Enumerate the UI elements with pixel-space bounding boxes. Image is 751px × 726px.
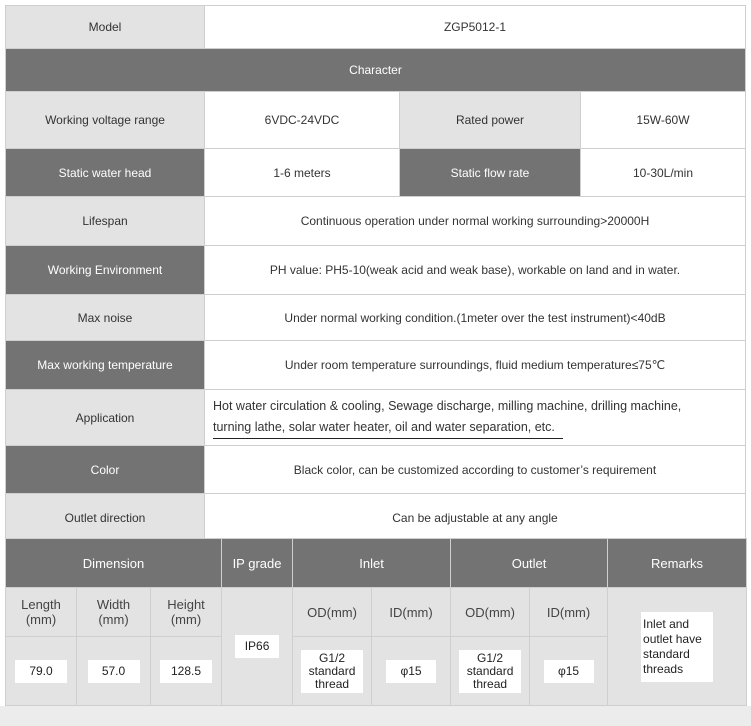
lifespan-value: Continuous operation under normal working surrounding>20000H bbox=[205, 197, 746, 246]
application-label: Application bbox=[6, 390, 205, 446]
environment-label: Working Environment bbox=[6, 246, 205, 295]
flow-label: Static flow rate bbox=[400, 149, 581, 197]
spec-row-environment bbox=[6, 246, 746, 295]
dimension-subheader-row bbox=[6, 588, 747, 637]
outlet-od-value: G1/2 standard thread bbox=[459, 650, 521, 693]
outlet-od-value-cell bbox=[451, 637, 530, 706]
bottom-band bbox=[0, 706, 751, 726]
voltage-value: 6VDC-24VDC bbox=[205, 92, 400, 149]
length-header: Length (mm) bbox=[6, 588, 77, 637]
application-line-1: Hot water circulation & cooling, Sewage discharge, milling machine, drilling machine, bbox=[213, 399, 682, 413]
inlet-od-header: OD(mm) bbox=[293, 588, 372, 637]
outlet-id-header: ID(mm) bbox=[530, 588, 608, 637]
noise-value: Under normal working condition.(1meter over the test instrument)<40dB bbox=[205, 295, 746, 341]
lifespan-label: Lifespan bbox=[6, 197, 205, 246]
spec-row-temperature bbox=[6, 341, 746, 390]
spec-row-character bbox=[6, 49, 746, 92]
spec-table bbox=[5, 5, 746, 542]
temperature-label: Max working temperature bbox=[6, 341, 205, 390]
model-value: ZGP5012-1 bbox=[205, 6, 746, 49]
voltage-label: Working voltage range bbox=[6, 92, 205, 149]
power-label: Rated power bbox=[400, 92, 581, 149]
remarks-value: Inlet and outlet have standard threads bbox=[641, 612, 713, 682]
outlet-id-value-cell bbox=[530, 637, 608, 706]
dimension-header: Dimension bbox=[6, 539, 222, 588]
spec-row-head bbox=[6, 149, 746, 197]
head-value: 1-6 meters bbox=[205, 149, 400, 197]
width-value-cell bbox=[77, 637, 151, 706]
ip-grade-header: IP grade bbox=[222, 539, 293, 588]
height-header: Height (mm) bbox=[151, 588, 222, 637]
character-header: Character bbox=[6, 49, 746, 92]
head-label: Static water head bbox=[6, 149, 205, 197]
outlet-header: Outlet bbox=[451, 539, 608, 588]
remarks-value-cell bbox=[608, 588, 747, 706]
color-label: Color bbox=[6, 446, 205, 494]
inlet-header: Inlet bbox=[293, 539, 451, 588]
application-line-2: turning lathe, solar water heater, oil and water separation, etc. bbox=[213, 417, 563, 439]
outlet-id-value: φ15 bbox=[544, 660, 594, 683]
spec-row-model bbox=[6, 6, 746, 49]
spec-row-application bbox=[6, 390, 746, 446]
dimension-table bbox=[5, 538, 747, 706]
environment-value: PH value: PH5-10(weak acid and weak base), workable on land and in water. bbox=[205, 246, 746, 295]
application-value bbox=[205, 390, 746, 446]
width-header: Width (mm) bbox=[77, 588, 151, 637]
inlet-id-value-cell bbox=[372, 637, 451, 706]
flow-value: 10-30L/min bbox=[581, 149, 746, 197]
inlet-id-header: ID(mm) bbox=[372, 588, 451, 637]
outlet-od-header: OD(mm) bbox=[451, 588, 530, 637]
spec-row-color bbox=[6, 446, 746, 494]
height-value: 128.5 bbox=[160, 660, 212, 683]
inlet-id-value: φ15 bbox=[386, 660, 436, 683]
noise-label: Max noise bbox=[6, 295, 205, 341]
outlet-direction-label: Outlet direction bbox=[6, 494, 205, 542]
ip-grade-value: IP66 bbox=[235, 635, 279, 658]
spec-row-outlet bbox=[6, 494, 746, 542]
ip-grade-value-cell bbox=[222, 588, 293, 706]
width-value: 57.0 bbox=[88, 660, 140, 683]
spec-row-noise bbox=[6, 295, 746, 341]
model-label: Model bbox=[6, 6, 205, 49]
inlet-od-value-cell bbox=[293, 637, 372, 706]
spec-row-voltage bbox=[6, 92, 746, 149]
length-value: 79.0 bbox=[15, 660, 67, 683]
outlet-direction-value: Can be adjustable at any angle bbox=[205, 494, 746, 542]
dimension-header-row bbox=[6, 539, 747, 588]
spec-row-lifespan bbox=[6, 197, 746, 246]
length-value-cell bbox=[6, 637, 77, 706]
color-value: Black color, can be customized according to customer’s requirement bbox=[205, 446, 746, 494]
inlet-od-value: G1/2 standard thread bbox=[301, 650, 363, 693]
remarks-header: Remarks bbox=[608, 539, 747, 588]
power-value: 15W-60W bbox=[581, 92, 746, 149]
height-value-cell bbox=[151, 637, 222, 706]
temperature-value: Under room temperature surroundings, fluid medium temperature≤75℃ bbox=[205, 341, 746, 390]
